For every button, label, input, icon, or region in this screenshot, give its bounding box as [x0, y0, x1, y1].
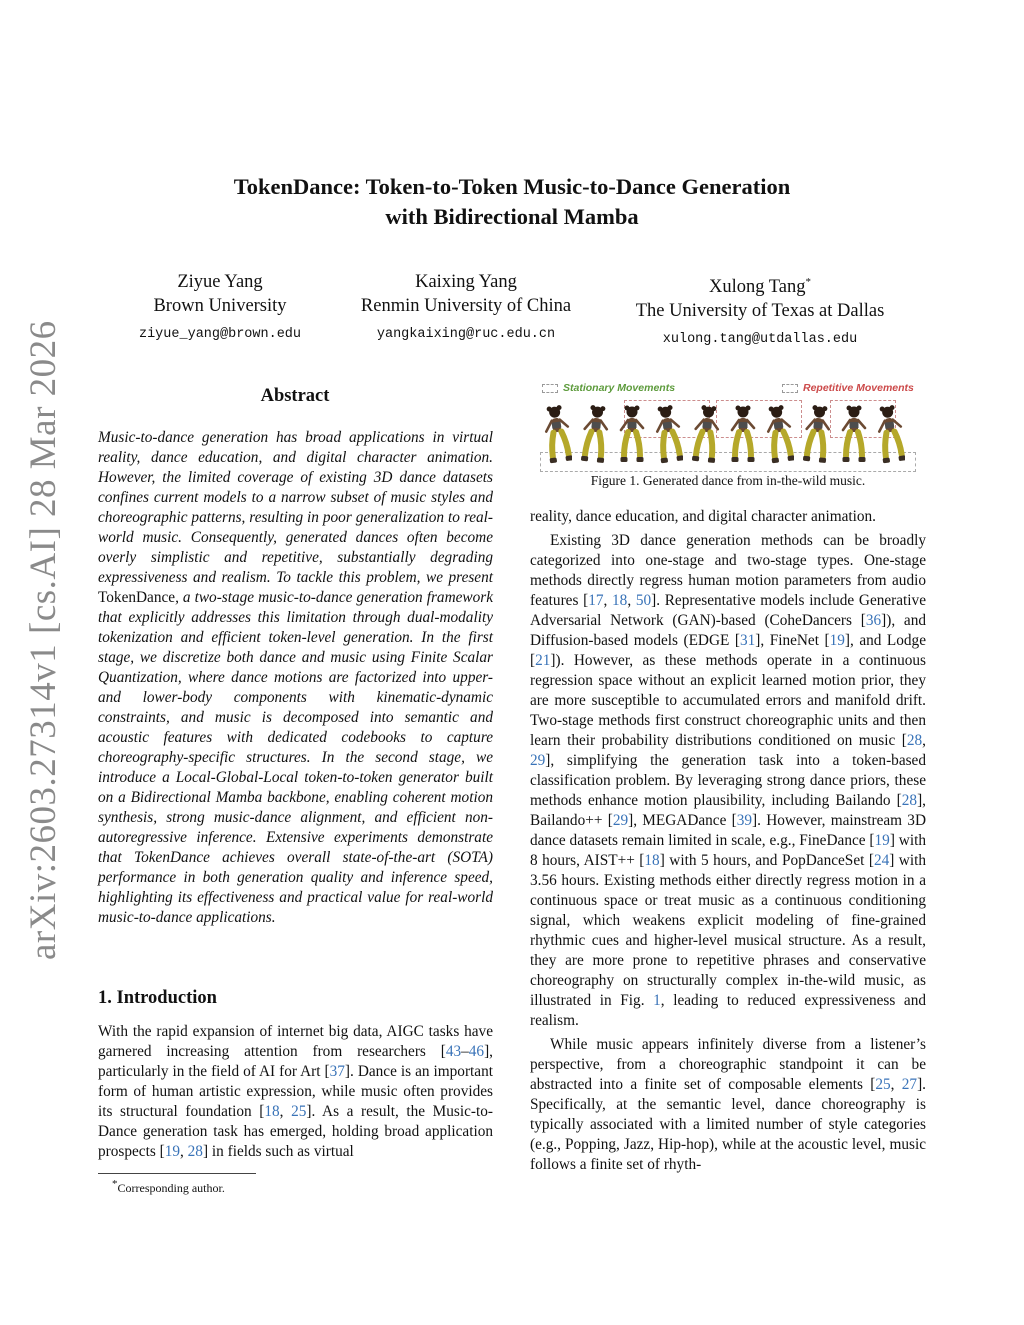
dancer-figure	[766, 404, 794, 468]
citation-link[interactable]: 21	[535, 652, 551, 669]
legend-swatch	[542, 384, 558, 393]
text-run: ]. Specifically, at the semantic level, dance choreography is typically associated with a limited number of style categories (e.g., Popping, Jazz, Hip-hop), while at the acoustic level, music follows a finite set of rhyth-	[530, 1076, 926, 1173]
citation-link[interactable]: 28	[901, 792, 918, 809]
text-run: ], FineNet [	[755, 632, 830, 649]
text-run: While music appears infinitely diverse from a listener’s perspective, from a choreographic standpoint it can be abstracted into a finite set of composable elements [	[530, 1036, 926, 1093]
footnote-text: Corresponding author.	[117, 1181, 225, 1195]
author-name	[610, 270, 910, 299]
author-email[interactable]: ziyue_yang@brown.edu	[138, 327, 302, 342]
text-run: , leading to reduced expressiveness and realism.	[530, 992, 926, 1029]
dancer-sequence	[540, 400, 916, 472]
citation-link[interactable]: 36	[865, 612, 882, 629]
dancer-figure	[618, 404, 646, 468]
abstract-part: , a two-stage music-to-dance generation framework that explicitly addresses this limitation through dual-modality tokenization and efficient token-level generation. In the first stage, we discretize both dance and music using Finite Scalar Quantization, where dance motions are factorized into upper- and lower-body components with kinematic-dynamic constraints, and music is decomposed into semantic and acoustic features with dedicated codebooks to capture choreography-specific structures. In the second stage, we introduce a Local-Global-Local token-to-token generator built on a Bidirectional Mamba backbone, enabling coherent motion synthesis, strong music-dance alignment, and efficient non-autoregressive inference. Extensive experiments demonstrate that TokenDance achieves overall state-of-the-art (SOTA) performance in both generation quality and inference speed, highlighting its effectiveness and practical value for real-world music-to-dance applications.	[98, 589, 493, 926]
title-line-1: TokenDance: Token-to-Token Music-to-Dance Generation	[233, 174, 791, 199]
figure-caption: Figure 1. Generated dance from in-the-wild music.	[590, 473, 866, 488]
text-run: ] with 5 hours, and PopDanceSet [	[659, 852, 874, 869]
dancer-figure	[581, 404, 609, 468]
text-run: ,	[627, 592, 636, 609]
text-run: ] with 3.56 hours. Existing methods either directly regress motion in a continuous space or treat music as a continuous conditioning signal, which weakens explicit modeling of fine-grained rhythmic cues and higher-level musical structure. As a result, they are more prone to repetitive phrases and conservative choreography on structurally complex in-the-wild music, as illustrated in Fig.	[530, 852, 927, 1009]
author-email[interactable]: yangkaixing@ruc.edu.cn	[376, 327, 556, 342]
text-run: ] in fields such as virtual	[202, 1143, 354, 1160]
dancer-figure	[692, 404, 720, 468]
citation-link[interactable]: 19	[874, 832, 890, 849]
citation-link[interactable]: 37	[329, 1063, 345, 1080]
text-run: ]. Representative models include Generative Adversarial Network (GAN)-based (CoheDancers [	[530, 592, 926, 629]
text-run: ], MEGADance [	[628, 812, 737, 829]
citation-link[interactable]: 24	[873, 852, 890, 869]
text-run: With the rapid expansion of internet big data, AIGC tasks have garnered increasing attention from researchers [	[98, 1023, 493, 1060]
text-run: ], simplifying the generation task into a token-based classification problem. By leveraging strong dance priors, these methods enhance motion plausibility, including Bailando [	[530, 752, 926, 809]
abstract-text	[98, 428, 493, 928]
author-affiliation: Brown University	[153, 296, 287, 316]
dancer-figure	[803, 404, 831, 468]
legend-text: Repetitive Movements	[803, 382, 914, 394]
paragraph-music	[530, 1035, 926, 1175]
text-run: ,	[922, 732, 926, 749]
text-run: ,	[890, 1076, 902, 1093]
citation-link[interactable]: 29	[612, 812, 629, 829]
citation-link[interactable]: 19	[829, 632, 845, 649]
text-run: ,	[603, 592, 613, 609]
citation-link[interactable]: 18	[264, 1103, 280, 1120]
footnote-divider	[98, 1173, 256, 1174]
citation-link[interactable]: 17	[588, 592, 604, 609]
paragraph-methods	[530, 531, 926, 1031]
arxiv-identifier[interactable]: arXiv:2603.27314v1 [cs.AI] 28 Mar 2026	[23, 320, 64, 960]
right-column-text	[530, 507, 926, 1175]
author-name-text: Xulong Tang	[708, 277, 806, 298]
title-line-2: with Bidirectional Mamba	[385, 204, 639, 229]
citation-link[interactable]: 29	[530, 752, 546, 769]
author-block	[336, 270, 596, 347]
dancer-figure	[655, 404, 683, 468]
corresponding-mark: *	[805, 276, 811, 288]
paper-title	[112, 172, 912, 232]
author-block	[110, 270, 330, 347]
author-block	[610, 270, 910, 352]
citation-link[interactable]: 27	[901, 1076, 918, 1093]
abstract-part: Music-to-dance generation has broad applications in virtual reality, dance education, and digital character animation. However, the limited coverage of existing 3D dance datasets confines current models to a narrow subset of music styles and choreographic patterns, resulting in poor generalization to real-world music. Consequently, generated dances often become overly simplistic and repetitive, substantially degrading expressiveness and realism. To tackle this problem, we present	[98, 429, 493, 586]
dancer-figure	[840, 404, 868, 468]
section-heading-introduction: 1. Introduction	[98, 988, 217, 1008]
citation-link[interactable]: 39	[736, 812, 753, 829]
paragraph-continuation: reality, dance education, and digital character animation.	[530, 508, 877, 525]
footnote-mark: *	[112, 1178, 118, 1190]
legend-repetitive	[782, 382, 914, 394]
dancer-figure	[729, 404, 757, 468]
text-run: ], Bailando++ [	[530, 792, 926, 829]
author-name: Ziyue Yang	[177, 272, 263, 292]
citation-link[interactable]: 25	[291, 1103, 307, 1120]
model-name: TokenDance	[98, 589, 176, 606]
citation-link[interactable]: 28	[906, 732, 923, 749]
author-name: Kaixing Yang	[415, 272, 517, 292]
dancer-figure	[877, 404, 905, 468]
author-email[interactable]: xulong.tang@utdallas.edu	[662, 332, 858, 348]
citation-link[interactable]: 19	[164, 1143, 180, 1160]
text-run: ], particularly in the field of AI for Art [	[98, 1043, 493, 1080]
text-run: ] with 8 hours, AIST++ [	[530, 832, 927, 869]
text-run: ,	[279, 1103, 292, 1120]
citation-link[interactable]: 50	[635, 592, 652, 609]
figure-reference-link[interactable]: 1	[653, 992, 661, 1009]
dancer-figure	[544, 404, 572, 468]
text-run: ]. However, mainstream 3D dance datasets remain limited in scale, e.g., FineDance [	[530, 812, 927, 849]
citation-link[interactable]: 31	[739, 632, 756, 649]
citation-link[interactable]: 18	[644, 852, 660, 869]
citation-link[interactable]: 28	[187, 1143, 203, 1160]
footnote	[112, 1178, 225, 1196]
citation-link[interactable]: 43	[445, 1043, 462, 1060]
intro-paragraph	[98, 1022, 493, 1162]
legend-text: Stationary Movements	[563, 382, 676, 394]
abstract-heading: Abstract	[260, 386, 330, 406]
legend-stationary	[542, 382, 675, 394]
text-run: ]. As a result, the Music-to-Dance generation task has emerged, holding broad application prospects [	[98, 1103, 494, 1160]
text-run: Existing 3D dance generation methods can be broadly categorized into one-stage and two-stage types. One-stage methods directly regress human motion parameters from audio features [	[530, 532, 926, 609]
figure-1	[530, 382, 926, 476]
text-run: ]. Dance is an important form of human artistic expression, while music often provides its structural foundation [	[98, 1063, 493, 1120]
text-run: ]). However, as these methods operate in a continuous regression space without an explicit learned motion prior, they are more susceptible to accumulated errors and manifold drift. Two-stage methods first construct choreographic units and then learn their probability distributions conditioned on music [	[530, 652, 926, 749]
text-run: ]), and Diffusion-based models (EDGE [	[530, 612, 926, 649]
citation-link[interactable]: 18	[612, 592, 628, 609]
citation-link[interactable]: 46	[468, 1043, 485, 1060]
citation-link[interactable]: 25	[875, 1076, 891, 1093]
text-run: ,	[180, 1143, 188, 1160]
author-affiliation: The University of Texas at Dallas	[635, 301, 885, 322]
legend-swatch	[782, 384, 798, 393]
author-affiliation: Renmin University of China	[360, 296, 572, 316]
text-run: ], and Lodge [	[530, 632, 926, 669]
text-run: –	[461, 1043, 469, 1060]
